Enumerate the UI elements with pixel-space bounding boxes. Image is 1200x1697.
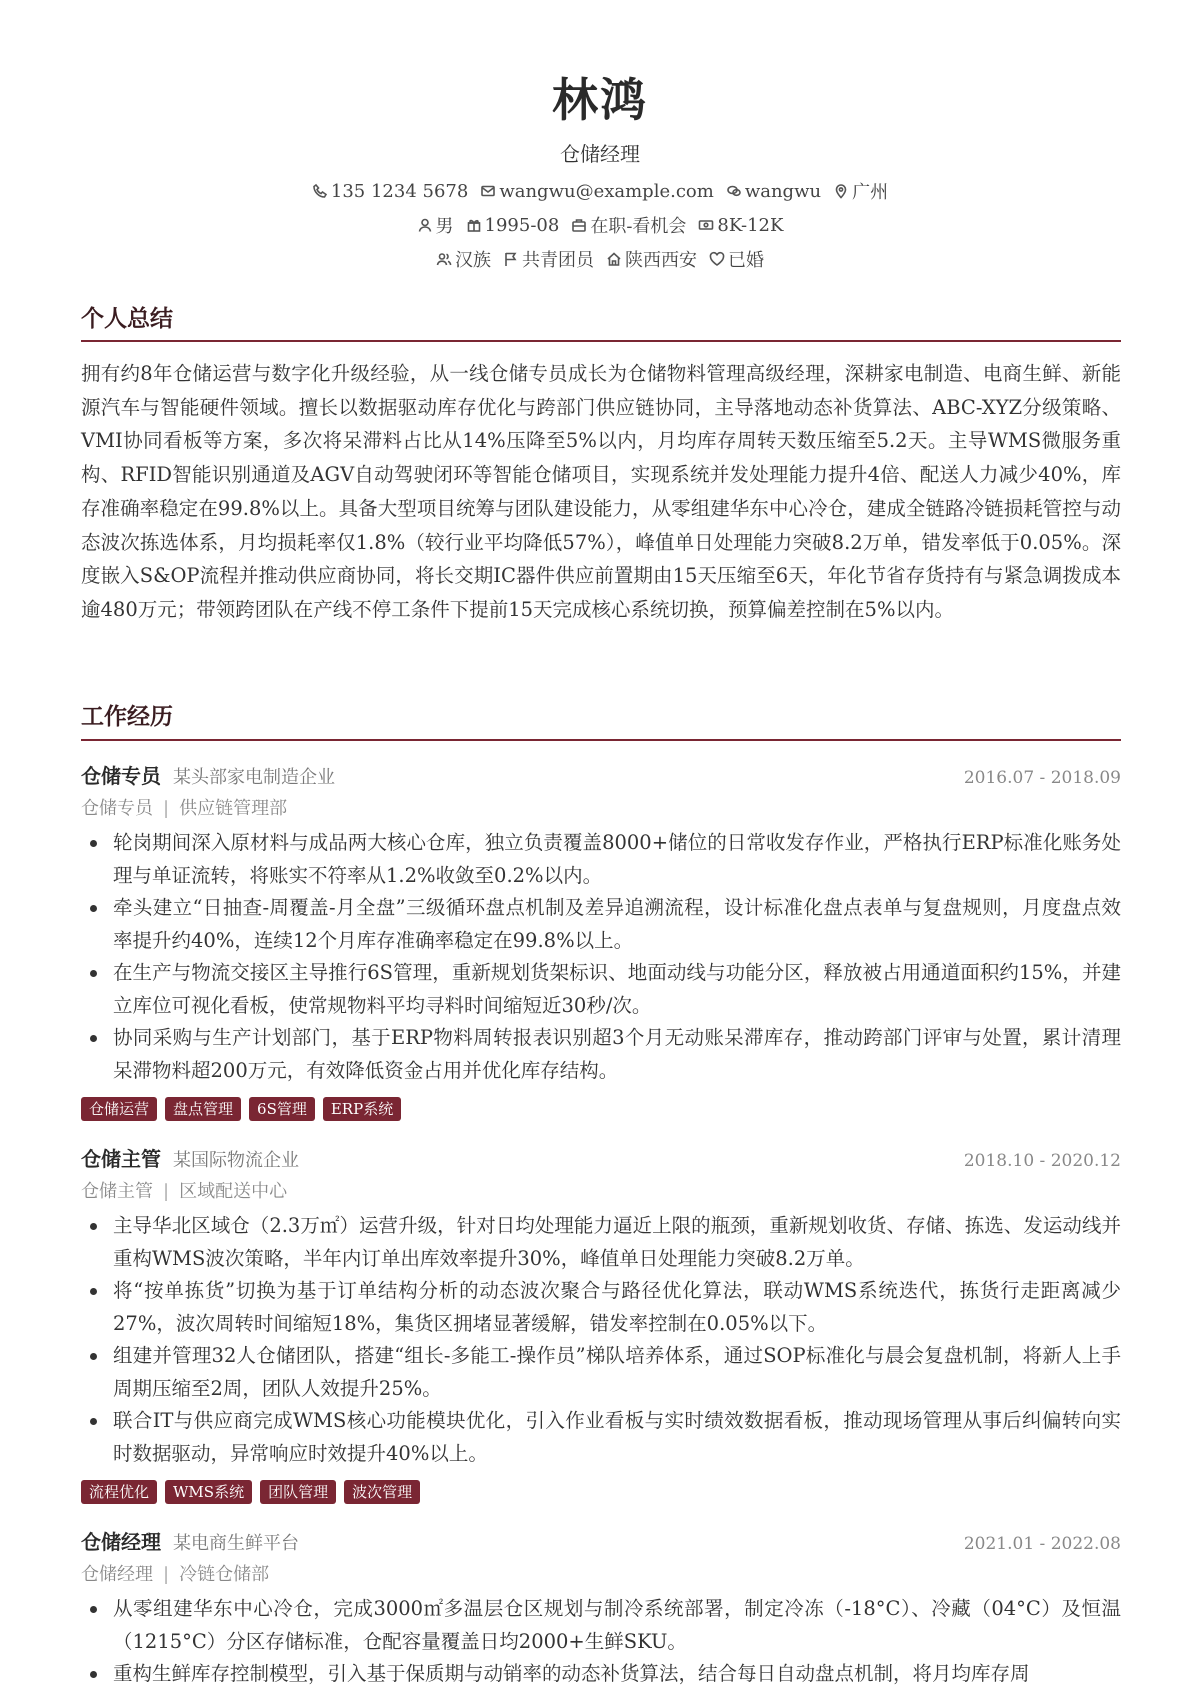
job-bullets [81, 1210, 1121, 1470]
skill-tag: 盘点管理 [165, 1097, 241, 1121]
job-header [81, 1526, 1121, 1555]
list-item: 重构生鲜库存控制模型，引入基于保质期与动销率的动态补货算法，结合每日自动盘点机制，将月均库存周 [81, 1658, 1121, 1691]
list-item: 联合IT与供应商完成WMS核心功能模块优化，引入作业看板与实时绩效数据看板，推动现场管理从事后纠偏转向实时数据驱动，异常响应时效提升40%以上。 [81, 1405, 1121, 1470]
job-subtitle [81, 1177, 287, 1203]
skill-tag: ERP系统 [323, 1097, 401, 1121]
experience-divider [81, 739, 1121, 741]
flag-icon [503, 251, 519, 267]
job-position: 仓储专员 [81, 798, 153, 819]
politics-item [503, 246, 594, 272]
job-company: 某头部家电制造企业 [173, 767, 335, 788]
list-item: 牵头建立“日抽查-周覆盖-月全盘”三级循环盘点机制及差异追溯流程，设计标准化盘点表单与复盘规则，月度盘点效率提升约40%，连续12个月库存准确率稳定在99.8%以上。 [81, 892, 1121, 957]
list-item: 轮岗期间深入原材料与成品两大核心仓库，独立负责覆盖8000+储位的日常收发存作业，严格执行ERP标准化账务处理与单证流转，将账实不符率从1.2%收敛至0.2%以内。 [81, 827, 1121, 892]
skill-tags [81, 1480, 428, 1504]
summary-section-title: 个人总结 [81, 305, 173, 332]
target-role: 仓储经理 [560, 142, 640, 166]
separator: | [163, 1181, 170, 1202]
briefcase-icon [571, 217, 587, 233]
list-item: 主导华北区域仓（2.3万㎡）运营升级，针对日均处理能力逼近上限的瓶颈，重新规划收货、存储、拣选、发运动线并重构WMS波次策略，半年内订单出库效率提升30%，峰值单日处理能力突破8.2万单。 [81, 1210, 1121, 1275]
wechat-text: wangwu [744, 180, 822, 202]
job-dept: 供应链管理部 [179, 798, 288, 819]
wechat-icon [726, 183, 742, 199]
list-item: 组建并管理32人仓储团队，搭建“组长-多能工-操作员”梯队培养体系，通过SOP标准化与晨会复盘机制，将新人上手周期压缩至2周，团队人效提升25%。 [81, 1340, 1121, 1405]
marital-text: 已婚 [728, 250, 764, 271]
ethnicity-item [436, 246, 491, 272]
politics-text: 共青团员 [522, 250, 594, 271]
candidate-name: 林鸿 [552, 73, 648, 127]
job-title: 仓储专员 [81, 764, 161, 788]
phone-icon [312, 183, 328, 199]
skill-tags [81, 1097, 409, 1121]
summary-text: 拥有约8年仓储运营与数字化升级经验，从一线仓储专员成长为仓储物料管理高级经理，深耕家电制造、电商生鲜、新能源汽车与智能硬件领域。擅长以数据驱动库存优化与跨部门供应链协同，主导落地动态补货算法、ABC-XYZ分级策略、VMI协同看板等方案，多次将呆滞料占比从14%压降至5%以内，月均库存周转天数压缩至5.2天。主导WMS微服务重构、RFID智能识别通道及AGV自动驾驶闭环等智能仓储项目，实现系统并发处理能力提升4倍、配送人力减少40%，库存准确率稳定在99.8%以上。具备大型项目统筹与团队建设能力，从零组建华东中心冷仓，建成全链路冷链损耗管控与动态波次拣选体系，月均损耗率仅1.8%（较行业平均降低57%），峰值单日处理能力突破8.2万单，错发率低于0.05%。深度嵌入S&OP流程并推动供应商协同，将长交期IC器件供应前置期由15天压缩至6天，年化节省存货持有与紧急调拨成本逾480万元；带领跨团队在产线不停工条件下提前15天完成核心系统切换，预算偏差控制在5%以内。 [81, 362, 1121, 621]
job-dept: 冷链仓储部 [179, 1564, 270, 1585]
contact-row [0, 178, 1200, 204]
list-item: 从零组建华东中心冷仓，完成3000㎡多温层仓区规划与制冷系统部署，制定冷冻（-18°C）、冷藏（04°C）及恒温（1215°C）分区存储标准，仓配容量覆盖日均2000+生鲜SKU。 [81, 1593, 1121, 1658]
phone-text: 135 1234 5678 [330, 180, 469, 202]
job-title: 仓储主管 [81, 1147, 161, 1171]
gift-icon [466, 217, 482, 233]
job-subtitle [81, 794, 287, 820]
home-icon [606, 251, 622, 267]
wechat-item [726, 181, 821, 202]
salary-item [698, 215, 783, 236]
status-item [571, 212, 686, 238]
basic-info-row [0, 212, 1200, 238]
location-pin-icon [833, 183, 849, 199]
job-header [81, 1143, 1121, 1172]
job-position: 仓储经理 [81, 1564, 153, 1585]
salary-text: 8K-12K [717, 214, 784, 236]
skill-tag: WMS系统 [165, 1480, 252, 1504]
city-item [833, 178, 888, 204]
gender-item [417, 212, 454, 238]
skill-tag: 团队管理 [260, 1480, 336, 1504]
job-bullets [81, 1593, 1121, 1691]
users-icon [436, 251, 452, 267]
job-title: 仓储经理 [81, 1530, 161, 1554]
list-item: 将“按单拣货”切换为基于订单结构分析的动态波次聚合与路径优化算法，联动WMS系统迭代，拣货行走距离减少27%，波次周转时间缩短18%，集货区拥堵显著缓解，错发率控制在0.05%以下。 [81, 1275, 1121, 1340]
birth-item [466, 215, 560, 236]
job-dept: 区域配送中心 [179, 1181, 288, 1202]
ethnicity-text: 汉族 [455, 250, 491, 271]
job-position: 仓储主管 [81, 1181, 153, 1202]
separator: | [163, 1564, 170, 1585]
marital-item [709, 246, 764, 272]
status-text: 在职-看机会 [590, 216, 687, 237]
summary-divider [81, 340, 1121, 342]
job-date: 2018.10 - 2020.12 [963, 1151, 1121, 1171]
list-item: 协同采购与生产计划部门，基于ERP物料周转报表识别超3个月无动账呆滞库存，推动跨部门评审与处置，累计清理呆滞物料超200万元，有效降低资金占用并优化库存结构。 [81, 1022, 1121, 1087]
money-icon [698, 217, 714, 233]
job-bullets [81, 827, 1121, 1087]
list-item: 在生产与物流交接区主导推行6S管理，重新规划货架标识、地面动线与功能分区，释放被占用通道面积约15%，并建立库位可视化看板，使常规物料平均寻料时间缩短近30秒/次。 [81, 957, 1121, 1022]
personal-info-row [0, 246, 1200, 272]
skill-tag: 波次管理 [344, 1480, 420, 1504]
job-date: 2016.07 - 2018.09 [963, 768, 1121, 788]
job-company: 某国际物流企业 [173, 1150, 299, 1171]
phone-item[interactable] [312, 181, 468, 202]
skill-tag: 6S管理 [249, 1097, 315, 1121]
email-text: wangwu@example.com [499, 180, 714, 202]
mail-icon [480, 183, 496, 199]
gender-text: 男 [435, 216, 454, 237]
experience-section-title: 工作经历 [81, 703, 173, 730]
hometown-item [606, 246, 697, 272]
skill-tag: 仓储运营 [81, 1097, 157, 1121]
job-header [81, 760, 1121, 789]
job-company: 某电商生鲜平台 [173, 1533, 299, 1554]
skill-tag: 流程优化 [81, 1480, 157, 1504]
job-subtitle [81, 1560, 269, 1586]
city-text: 广州 [852, 182, 889, 203]
separator: | [163, 798, 170, 819]
birth-text: 1995-08 [484, 214, 560, 236]
user-icon [417, 217, 433, 233]
heart-icon [709, 251, 725, 267]
job-date: 2021.01 - 2022.08 [963, 1534, 1121, 1554]
email-item[interactable] [480, 181, 714, 202]
hometown-text: 陕西西安 [625, 250, 697, 271]
